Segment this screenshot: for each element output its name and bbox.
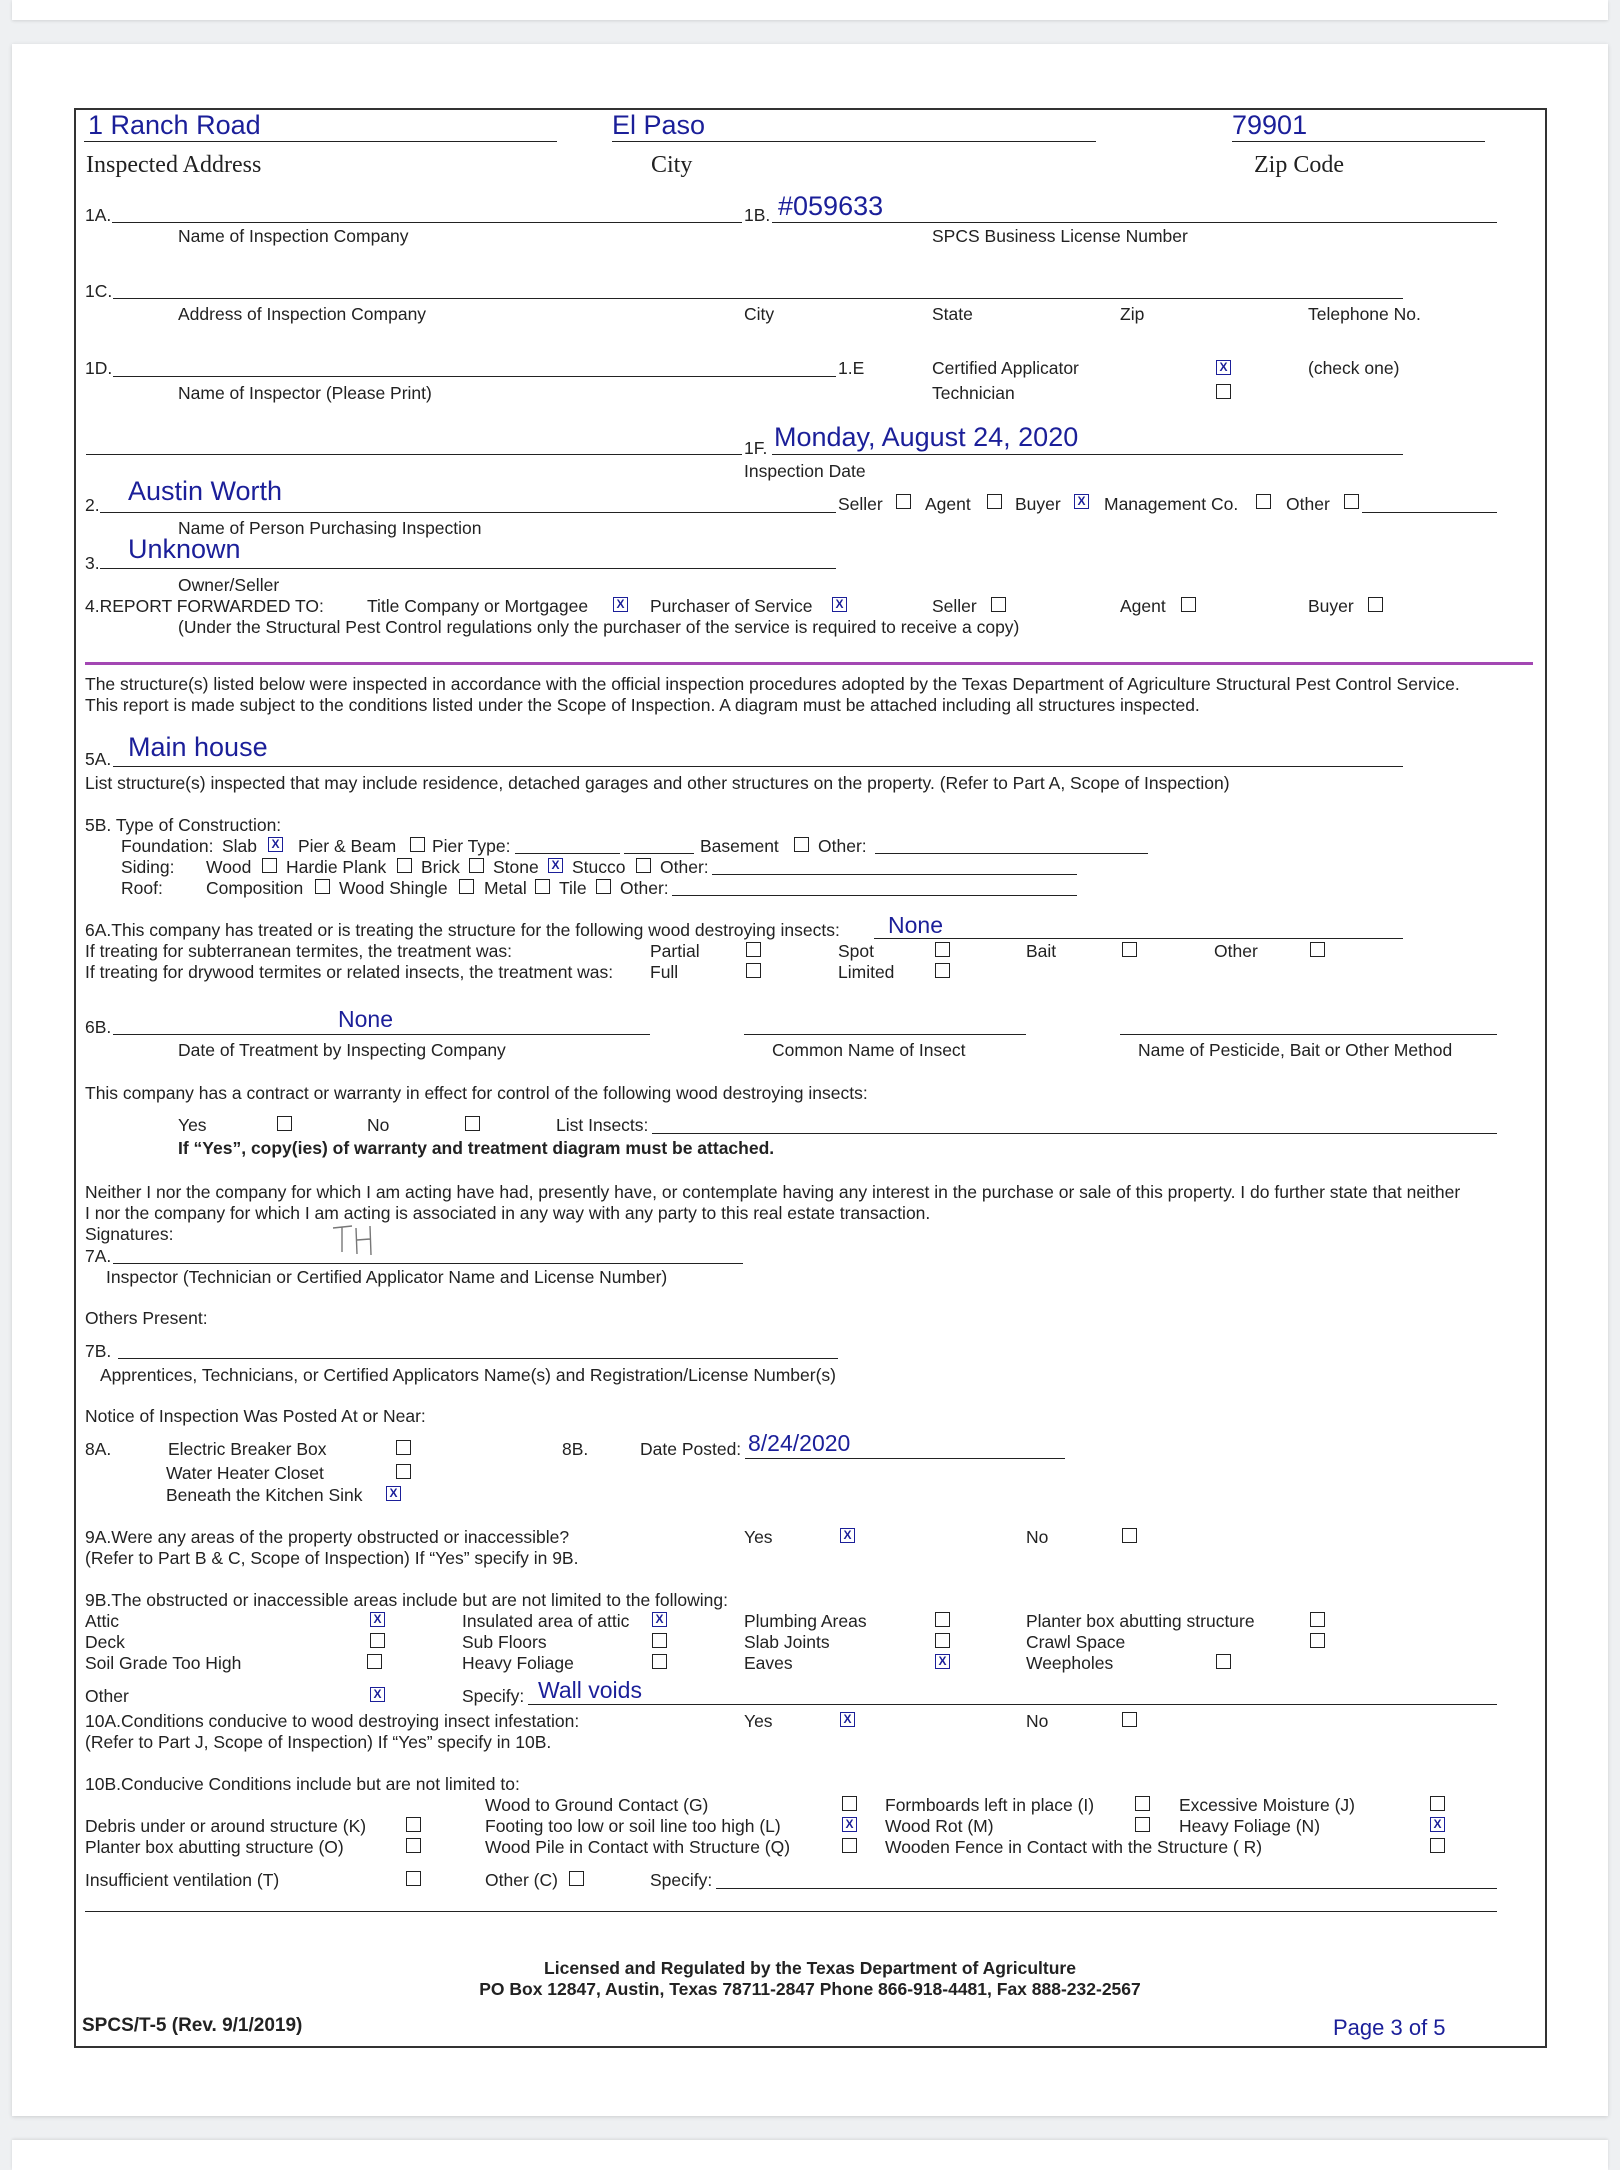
forward-purchaser-checkbox[interactable]: X	[832, 597, 847, 612]
forward-seller-label: Seller	[932, 596, 977, 616]
company-name-label: Name of Inspection Company	[178, 226, 409, 246]
treatment-date-line	[113, 1034, 650, 1035]
area-crawl-checkbox[interactable]	[1310, 1633, 1325, 1648]
area-deck-label: Deck	[85, 1632, 125, 1652]
forward-agent-label: Agent	[1120, 596, 1166, 616]
bait-checkbox[interactable]	[1122, 942, 1137, 957]
roof-other-label: Other:	[620, 878, 669, 898]
roof-wood-shingle-checkbox[interactable]	[459, 879, 474, 894]
roof-metal-checkbox[interactable]	[535, 879, 550, 894]
inspector-signature-label: Inspector (Technician or Certified Applicator Name and License Number)	[106, 1267, 668, 1287]
foundation-other-label: Other:	[818, 836, 867, 856]
foundation-label: Foundation:	[121, 836, 214, 856]
area-subfloors-label: Sub Floors	[462, 1632, 547, 1652]
cond-ventilation-label: Insufficient ventilation (T)	[85, 1870, 280, 1890]
warranty-no-checkbox[interactable]	[465, 1116, 480, 1131]
structure-label: List structure(s) inspected that may include residence, detached garages and other structures on the property. (Refer to Part A, Scope of Inspection)	[85, 773, 1230, 793]
area-foliage-label: Heavy Foliage	[462, 1653, 574, 1673]
spot-checkbox[interactable]	[935, 942, 950, 957]
signatures-label: Signatures:	[85, 1224, 174, 1244]
siding-brick-checkbox[interactable]	[469, 858, 484, 873]
area-weepholes-label: Weepholes	[1026, 1653, 1114, 1673]
cond-planter-label: Planter box abutting structure (O)	[85, 1837, 344, 1857]
forward-agent-checkbox[interactable]	[1181, 597, 1196, 612]
cond-extra-line	[85, 1911, 1497, 1912]
area-attic-label: Attic	[85, 1611, 120, 1631]
inspector-name-label: Name of Inspector (Please Print)	[178, 383, 432, 403]
siding-label: Siding:	[121, 857, 175, 877]
item-7b-number: 7B.	[85, 1341, 112, 1361]
purchaser-name-value: Austin Worth	[128, 476, 283, 506]
item-3-number: 3.	[85, 553, 100, 573]
obstructed-yes-label: Yes	[744, 1527, 773, 1547]
city-value: El Paso	[612, 110, 706, 140]
role-other-label: Other	[1286, 494, 1330, 514]
breaker-box-label: Electric Breaker Box	[168, 1439, 327, 1459]
siding-other-line	[712, 874, 1077, 875]
full-label: Full	[650, 962, 679, 982]
treatment-answer: None	[888, 912, 943, 938]
conducive-yes-checkbox[interactable]: X	[840, 1712, 855, 1727]
item-1f-number: 1F.	[744, 438, 768, 458]
warranty-note: If “Yes”, copy(ies) of warranty and treatment diagram must be attached.	[178, 1138, 775, 1158]
cond-footing-checkbox[interactable]: X	[842, 1817, 857, 1832]
siding-wood-label: Wood	[206, 857, 252, 877]
cond-debris-checkbox[interactable]	[406, 1817, 421, 1832]
item-1b-number: 1B.	[744, 205, 771, 225]
city-label: City	[651, 152, 693, 178]
footer-license-line: Licensed and Regulated by the Texas Department of Agriculture	[544, 1958, 1076, 1978]
cond-debris-label: Debris under or around structure (K)	[85, 1816, 367, 1836]
roof-composition-label: Composition	[206, 878, 304, 898]
item-8a-number: 8A.	[85, 1439, 112, 1459]
area-other-label: Other	[85, 1686, 129, 1706]
area-attic-checkbox[interactable]: X	[370, 1612, 385, 1627]
area-soil-checkbox[interactable]	[367, 1654, 382, 1669]
cond-moisture-checkbox[interactable]	[1430, 1796, 1445, 1811]
subterranean-label: If treating for subterranean termites, the treatment was:	[85, 941, 513, 961]
forward-seller-checkbox[interactable]	[991, 597, 1006, 612]
obstructed-no-label: No	[1026, 1527, 1049, 1547]
forward-purchaser-label: Purchaser of Service	[650, 596, 813, 616]
foundation-slab-label: Slab	[222, 836, 258, 856]
zip-line	[1232, 141, 1485, 142]
foundation-slab-checkbox[interactable]: X	[268, 837, 283, 852]
pesticide-line	[1120, 1034, 1497, 1035]
water-heater-label: Water Heater Closet	[166, 1463, 324, 1483]
warranty-no-label: No	[367, 1115, 390, 1135]
construction-type-title: 5B. Type of Construction:	[85, 815, 282, 835]
cond-specify-label: Specify:	[650, 1870, 713, 1890]
list-insects-label: List Insects:	[556, 1115, 649, 1135]
cond-foliage-label: Heavy Foliage (N)	[1179, 1816, 1321, 1836]
section-divider	[85, 662, 1533, 665]
license-number-value: #059633	[778, 191, 884, 221]
area-subfloors-checkbox[interactable]	[652, 1633, 667, 1648]
treatment-question: 6A.This company has treated or is treating the structure for the following wood destroying insects:	[85, 920, 840, 940]
date-posted-label: Date Posted:	[640, 1439, 742, 1459]
area-specify-label: Specify:	[462, 1686, 525, 1706]
obstructed-no-checkbox[interactable]	[1122, 1528, 1137, 1543]
inspection-date-line	[772, 454, 1403, 455]
siding-stucco-label: Stucco	[572, 857, 626, 877]
license-line	[772, 222, 1497, 223]
cond-wood-rot-checkbox[interactable]	[1135, 1817, 1150, 1832]
siding-other-label: Other:	[660, 857, 709, 877]
area-planter-checkbox[interactable]	[1310, 1612, 1325, 1627]
technician-checkbox[interactable]	[1216, 384, 1231, 399]
warranty-yes-label: Yes	[178, 1115, 207, 1135]
role-buyer-checkbox[interactable]: X	[1074, 494, 1089, 509]
item-1d-number: 1D.	[85, 358, 113, 378]
siding-hardie-label: Hardie Plank	[286, 857, 387, 877]
area-plumbing-checkbox[interactable]	[935, 1612, 950, 1627]
forward-note: (Under the Structural Pest Control regulations only the purchaser of the service is required to receive a copy)	[178, 617, 1020, 637]
warranty-question: This company has a contract or warranty in effect for control of the following wood destroying insects:	[85, 1083, 868, 1103]
foundation-other-line	[875, 853, 1148, 854]
foundation-pier-beam-label: Pier & Beam	[298, 836, 397, 856]
cond-specify-line	[716, 1888, 1497, 1889]
limited-checkbox[interactable]	[935, 963, 950, 978]
insect-name-label: Common Name of Insect	[772, 1040, 966, 1060]
area-specify-value: Wall voids	[538, 1677, 642, 1703]
cond-wood-ground-checkbox[interactable]	[842, 1796, 857, 1811]
blank-line-1f	[86, 454, 742, 455]
insect-name-line	[744, 1034, 1026, 1035]
company-address-label: Address of Inspection Company	[178, 304, 427, 324]
others-signature-line	[118, 1358, 838, 1359]
cond-wood-rot-label: Wood Rot (M)	[885, 1816, 994, 1836]
zip-label: Zip Code	[1254, 152, 1344, 178]
inspector-signature-line	[113, 1263, 743, 1264]
date-posted-line	[745, 1458, 1065, 1459]
area-weepholes-checkbox[interactable]	[1216, 1654, 1231, 1669]
obstructed-question: 9A.Were any areas of the property obstructed or inaccessible?	[85, 1527, 570, 1547]
form-number: SPCS/T-5 (Rev. 9/1/2019)	[82, 2015, 303, 2036]
address-line	[84, 141, 557, 142]
pier-type-line-2	[624, 853, 694, 854]
previous-page-edge	[12, 0, 1608, 20]
partial-checkbox[interactable]	[746, 942, 761, 957]
notice-posted-label: Notice of Inspection Was Posted At or Near:	[85, 1406, 426, 1426]
area-deck-checkbox[interactable]	[370, 1633, 385, 1648]
next-page-edge	[12, 2140, 1608, 2170]
item-1c-number: 1C.	[85, 281, 113, 301]
cond-moisture-label: Excessive Moisture (J)	[1179, 1795, 1356, 1815]
area-soil-label: Soil Grade Too High	[85, 1653, 242, 1673]
conducive-no-checkbox[interactable]	[1122, 1712, 1137, 1727]
area-slab-joints-checkbox[interactable]	[935, 1633, 950, 1648]
roof-other-line	[672, 895, 1077, 896]
forward-buyer-label: Buyer	[1308, 596, 1354, 616]
technician-label: Technician	[932, 383, 1015, 403]
item-8b-number: 8B.	[562, 1439, 589, 1459]
warranty-yes-checkbox[interactable]	[277, 1116, 292, 1131]
area-insulated-label: Insulated area of attic	[462, 1611, 630, 1631]
role-management-label: Management Co.	[1104, 494, 1239, 514]
water-heater-checkbox[interactable]	[396, 1464, 411, 1479]
cond-fence-label: Wooden Fence in Contact with the Structure ( R)	[885, 1837, 1263, 1857]
roof-composition-checkbox[interactable]	[315, 879, 330, 894]
owner-seller-label: Owner/Seller	[178, 575, 280, 595]
siding-brick-label: Brick	[421, 857, 460, 877]
siding-hardie-checkbox[interactable]	[397, 858, 412, 873]
owner-line	[100, 568, 836, 569]
owner-seller-value: Unknown	[128, 534, 241, 564]
basement-checkbox[interactable]	[794, 837, 809, 852]
pier-type-label: Pier Type:	[432, 836, 511, 856]
siding-stucco-checkbox[interactable]	[636, 858, 651, 873]
item-6b-number: 6B.	[85, 1017, 112, 1037]
limited-label: Limited	[838, 962, 895, 982]
inspection-date-value: Monday, August 24, 2020	[774, 422, 1079, 452]
cond-planter-checkbox[interactable]	[406, 1838, 421, 1853]
roof-label: Roof:	[121, 878, 163, 898]
area-other-checkbox[interactable]: X	[370, 1687, 385, 1702]
company-city-label: City	[744, 304, 775, 324]
area-plumbing-label: Plumbing Areas	[744, 1611, 867, 1631]
basement-label: Basement	[700, 836, 779, 856]
roof-tile-checkbox[interactable]	[596, 879, 611, 894]
role-management-checkbox[interactable]	[1256, 494, 1271, 509]
drywood-label: If treating for drywood termites or related insects, the treatment was:	[85, 962, 614, 982]
forward-title-company-checkbox[interactable]: X	[613, 597, 628, 612]
spot-label: Spot	[838, 941, 874, 961]
cond-woodpile-label: Wood Pile in Contact with Structure (Q)	[485, 1837, 791, 1857]
siding-wood-checkbox[interactable]	[262, 858, 277, 873]
siding-stone-label: Stone	[493, 857, 539, 877]
purchaser-label: Name of Person Purchasing Inspection	[178, 518, 482, 538]
item-1e-number: 1.E	[838, 358, 865, 378]
inspector-initials-signature	[330, 1222, 378, 1258]
full-checkbox[interactable]	[746, 963, 761, 978]
footer-address-line: PO Box 12847, Austin, Texas 78711-2847 Phone 866-918-4481, Fax 888-232-2567	[479, 1979, 1141, 1999]
conducive-question: 10A.Conditions conducive to wood destroying insect infestation:	[85, 1711, 580, 1731]
page-number: Page 3 of 5	[1333, 2015, 1446, 2040]
role-seller-label: Seller	[838, 494, 883, 514]
role-other-line	[1362, 512, 1497, 513]
roof-tile-label: Tile	[559, 878, 587, 898]
pesticide-label: Name of Pesticide, Bait or Other Method	[1138, 1040, 1453, 1060]
role-buyer-label: Buyer	[1015, 494, 1061, 514]
obstructed-reference: (Refer to Part B & C, Scope of Inspection) If “Yes” specify in 9B.	[85, 1548, 579, 1568]
zip-value: 79901	[1232, 110, 1308, 140]
cond-footing-label: Footing too low or soil line too high (L)	[485, 1816, 781, 1836]
area-specify-line	[528, 1704, 1497, 1705]
inspected-address-label: Inspected Address	[86, 152, 262, 178]
conducive-no-label: No	[1026, 1711, 1049, 1731]
intro-line-1: The structure(s) listed below were inspected in accordance with the official inspection procedures adopted by the Texas Department of Agriculture Structural Pest Control Service.	[85, 674, 1460, 694]
roof-metal-label: Metal	[484, 878, 527, 898]
date-posted-value: 8/24/2020	[748, 1430, 851, 1456]
obstructed-yes-checkbox[interactable]: X	[840, 1528, 855, 1543]
company-zip-label: Zip	[1120, 304, 1145, 324]
license-label: SPCS Business License Number	[932, 226, 1188, 246]
company-address-line	[113, 298, 1403, 299]
others-signature-label: Apprentices, Technicians, or Certified Applicators Name(s) and Registration/License Number(s)	[100, 1365, 836, 1385]
intro-line-2: This report is made subject to the conditions listed under the Scope of Inspection. A diagram must be attached including all structures inspected.	[85, 695, 1200, 715]
inspected-address-value: 1 Ranch Road	[88, 110, 261, 140]
pier-type-line	[515, 853, 620, 854]
area-foliage-checkbox[interactable]	[652, 1654, 667, 1669]
company-state-label: State	[932, 304, 973, 324]
check-one-note: (check one)	[1308, 358, 1400, 378]
treatment-other-label: Other	[1214, 941, 1258, 961]
partial-label: Partial	[650, 941, 700, 961]
role-seller-checkbox[interactable]	[896, 494, 911, 509]
cond-foliage-checkbox[interactable]: X	[1430, 1817, 1445, 1832]
item-1a-number: 1A.	[85, 205, 112, 225]
role-agent-checkbox[interactable]	[987, 494, 1002, 509]
conducive-reference: (Refer to Part J, Scope of Inspection) If “Yes” specify in 10B.	[85, 1732, 552, 1752]
certified-applicator-label: Certified Applicator	[932, 358, 1079, 378]
purchaser-line	[100, 512, 836, 513]
conducive-yes-label: Yes	[744, 1711, 773, 1731]
area-crawl-label: Crawl Space	[1026, 1632, 1126, 1652]
kitchen-sink-checkbox[interactable]: X	[386, 1486, 401, 1501]
item-2-number: 2.	[85, 495, 100, 515]
report-forwarded-label: 4.REPORT FORWARDED TO:	[85, 596, 324, 616]
list-insects-line	[652, 1133, 1497, 1134]
bait-label: Bait	[1026, 941, 1057, 961]
area-eaves-checkbox[interactable]: X	[935, 1654, 950, 1669]
company-phone-label: Telephone No.	[1308, 304, 1421, 324]
inspection-date-label: Inspection Date	[744, 461, 866, 481]
item-5a-number: 5A.	[85, 749, 112, 769]
company-name-line	[112, 222, 742, 223]
item-7a-number: 7A.	[85, 1246, 112, 1266]
cond-other-checkbox[interactable]	[569, 1871, 584, 1886]
cond-formboards-checkbox[interactable]	[1135, 1796, 1150, 1811]
breaker-box-checkbox[interactable]	[396, 1440, 411, 1455]
structure-value: Main house	[128, 732, 268, 762]
treatment-other-checkbox[interactable]	[1310, 942, 1325, 957]
area-eaves-label: Eaves	[744, 1653, 793, 1673]
area-insulated-checkbox[interactable]: X	[652, 1612, 667, 1627]
cond-formboards-label: Formboards left in place (I)	[885, 1795, 1095, 1815]
treatment-answer-line	[874, 938, 1403, 939]
others-present-label: Others Present:	[85, 1308, 208, 1328]
kitchen-sink-label: Beneath the Kitchen Sink	[166, 1485, 363, 1505]
role-agent-label: Agent	[925, 494, 971, 514]
foundation-pier-beam-checkbox[interactable]	[410, 837, 425, 852]
treatment-date-label: Date of Treatment by Inspecting Company	[178, 1040, 506, 1060]
role-other-checkbox[interactable]	[1344, 494, 1359, 509]
forward-title-company-label: Title Company or Mortgagee	[367, 596, 589, 616]
cond-wood-ground-label: Wood to Ground Contact (G)	[485, 1795, 709, 1815]
area-planter-label: Planter box abutting structure	[1026, 1611, 1255, 1631]
siding-stone-checkbox[interactable]: X	[548, 858, 563, 873]
obstructed-areas-title: 9B.The obstructed or inaccessible areas include but are not limited to the following:	[85, 1590, 728, 1610]
cond-ventilation-checkbox[interactable]	[406, 1871, 421, 1886]
area-slab-joints-label: Slab Joints	[744, 1632, 830, 1652]
conducive-conditions-title: 10B.Conducive Conditions include but are not limited to:	[85, 1774, 520, 1794]
disclaimer-line-2: I nor the company for which I am acting is associated in any way with any party to this real estate transaction.	[85, 1203, 931, 1223]
treatment-date-value: None	[338, 1006, 393, 1032]
city-line	[612, 141, 1096, 142]
forward-buyer-checkbox[interactable]	[1368, 597, 1383, 612]
cond-fence-checkbox[interactable]	[1430, 1838, 1445, 1853]
structure-line	[113, 766, 1403, 767]
inspector-name-line	[113, 376, 836, 377]
roof-wood-shingle-label: Wood Shingle	[339, 878, 448, 898]
disclaimer-line-1: Neither I nor the company for which I am acting have had, presently have, or contemplate having any interest in the purchase or sale of this property. I do further state that neither	[85, 1182, 1461, 1202]
cond-woodpile-checkbox[interactable]	[842, 1838, 857, 1853]
cond-other-label: Other (C)	[485, 1870, 558, 1890]
certified-applicator-checkbox[interactable]: X	[1216, 360, 1231, 375]
